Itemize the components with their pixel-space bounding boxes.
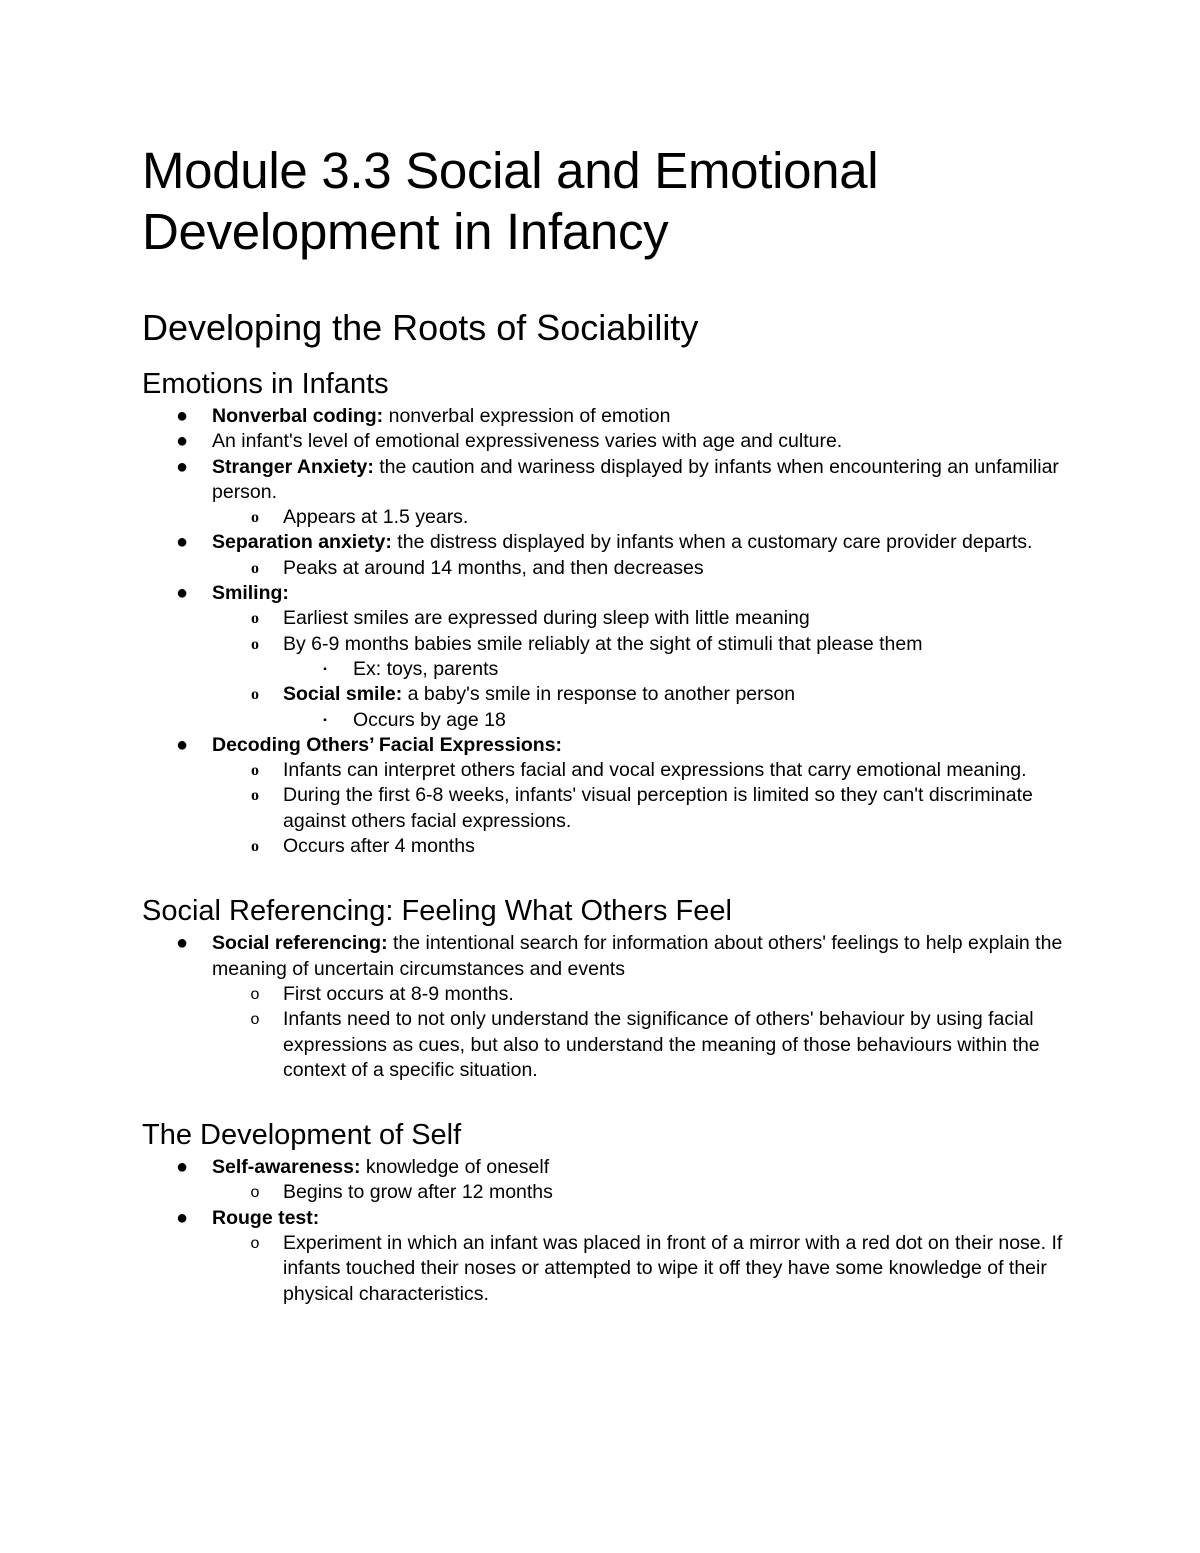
list-item: ▪ Occurs by age 18 xyxy=(142,708,1072,733)
list-item: ● Stranger Anxiety: the caution and wariness displayed by infants when encountering an unfamiliar person. xyxy=(142,455,1072,506)
list-item: o Infants can interpret others facial and vocal expressions that carry emotional meaning. xyxy=(142,758,1072,783)
bullet-icon: ● xyxy=(175,733,189,756)
section-heading-sociability: Developing the Roots of Sociability xyxy=(142,307,699,348)
subheading-development-of-self: The Development of Self xyxy=(142,1119,462,1152)
circle-bullet-icon: o xyxy=(251,762,259,780)
list-item: o Infants need to not only understand the significance of others' behaviour by using facial expressions as cues, but also to understand the meaning of those behaviours within the context of a specific situation. xyxy=(142,1007,1072,1083)
bullet-icon: ● xyxy=(175,582,189,605)
document-page xyxy=(142,140,1072,1307)
list-item: ▪ Ex: toys, parents xyxy=(142,657,1072,682)
bullet-icon: ● xyxy=(175,932,189,955)
list-item: o Begins to grow after 12 months xyxy=(142,1180,1072,1205)
circle-bullet-icon: o xyxy=(251,787,259,805)
self-list xyxy=(142,1155,1072,1307)
bullet-icon: ● xyxy=(175,1156,189,1179)
circle-bullet-icon: o xyxy=(250,1011,260,1029)
list-item: o Peaks at around 14 months, and then decreases xyxy=(142,556,1072,581)
list-item: ● An infant's level of emotional expressiveness varies with age and culture. xyxy=(142,429,1072,454)
subheading-social-referencing: Social Referencing: Feeling What Others Feel xyxy=(142,895,732,928)
section-development-of-self xyxy=(142,1117,1072,1307)
bullet-icon: ● xyxy=(175,405,189,427)
list-item: o First occurs at 8-9 months. xyxy=(142,982,1072,1007)
circle-bullet-icon: o xyxy=(251,559,259,577)
section-emotions xyxy=(142,366,1072,859)
bullet-icon: ● xyxy=(175,1206,189,1229)
list-item: o Social smile: a baby's smile in response to another person xyxy=(142,682,1072,707)
square-bullet-icon: ▪ xyxy=(323,714,327,726)
emotions-list xyxy=(142,404,1072,859)
square-bullet-icon: ▪ xyxy=(323,663,327,675)
referencing-list xyxy=(142,931,1072,1083)
list-item: o Experiment in which an infant was placed in front of a mirror with a red dot on their nose. If infants touched their noses or attempted to wipe it off they have some knowledge of their physical characteristics. xyxy=(142,1231,1072,1307)
list-item: ● Smiling: xyxy=(142,581,1072,606)
circle-bullet-icon: o xyxy=(250,1235,260,1253)
list-item: o Occurs after 4 months xyxy=(142,834,1072,859)
circle-bullet-icon: o xyxy=(251,686,259,704)
list-item: ● Separation anxiety: the distress displayed by infants when a customary care provider departs. xyxy=(142,530,1072,555)
bullet-icon: ● xyxy=(175,455,189,478)
circle-bullet-icon: o xyxy=(251,509,259,527)
list-item: o During the first 6-8 weeks, infants' visual perception is limited so they can't discriminate against others facial expressions. xyxy=(142,783,1072,834)
circle-bullet-icon: o xyxy=(250,985,260,1003)
list-item: ● Decoding Others’ Facial Expressions: xyxy=(142,733,1072,758)
circle-bullet-icon: o xyxy=(250,1184,260,1202)
circle-bullet-icon: o xyxy=(251,635,259,653)
circle-bullet-icon: o xyxy=(251,610,259,628)
list-item: o Earliest smiles are expressed during sleep with little meaning xyxy=(142,606,1072,631)
list-item: o Appears at 1.5 years. xyxy=(142,505,1072,530)
bullet-icon: ● xyxy=(175,430,189,453)
list-item: ● Rouge test: xyxy=(142,1206,1072,1231)
list-item: ● Self-awareness: knowledge of oneself xyxy=(142,1155,1072,1180)
document-title: Module 3.3 Social and Emotional Development in Infancy xyxy=(142,142,879,260)
list-item: o By 6-9 months babies smile reliably at the sight of stimuli that please them xyxy=(142,632,1072,657)
bullet-icon: ● xyxy=(175,531,189,554)
list-item: ● Social referencing: the intentional search for information about others' feelings to help explain the meaning of uncertain circumstances and events xyxy=(142,931,1072,982)
circle-bullet-icon: o xyxy=(251,838,259,856)
section-social-referencing xyxy=(142,893,1072,1083)
subheading-emotions: Emotions in Infants xyxy=(142,368,389,400)
list-item: ● Nonverbal coding: nonverbal expression of emotion xyxy=(142,404,1072,429)
